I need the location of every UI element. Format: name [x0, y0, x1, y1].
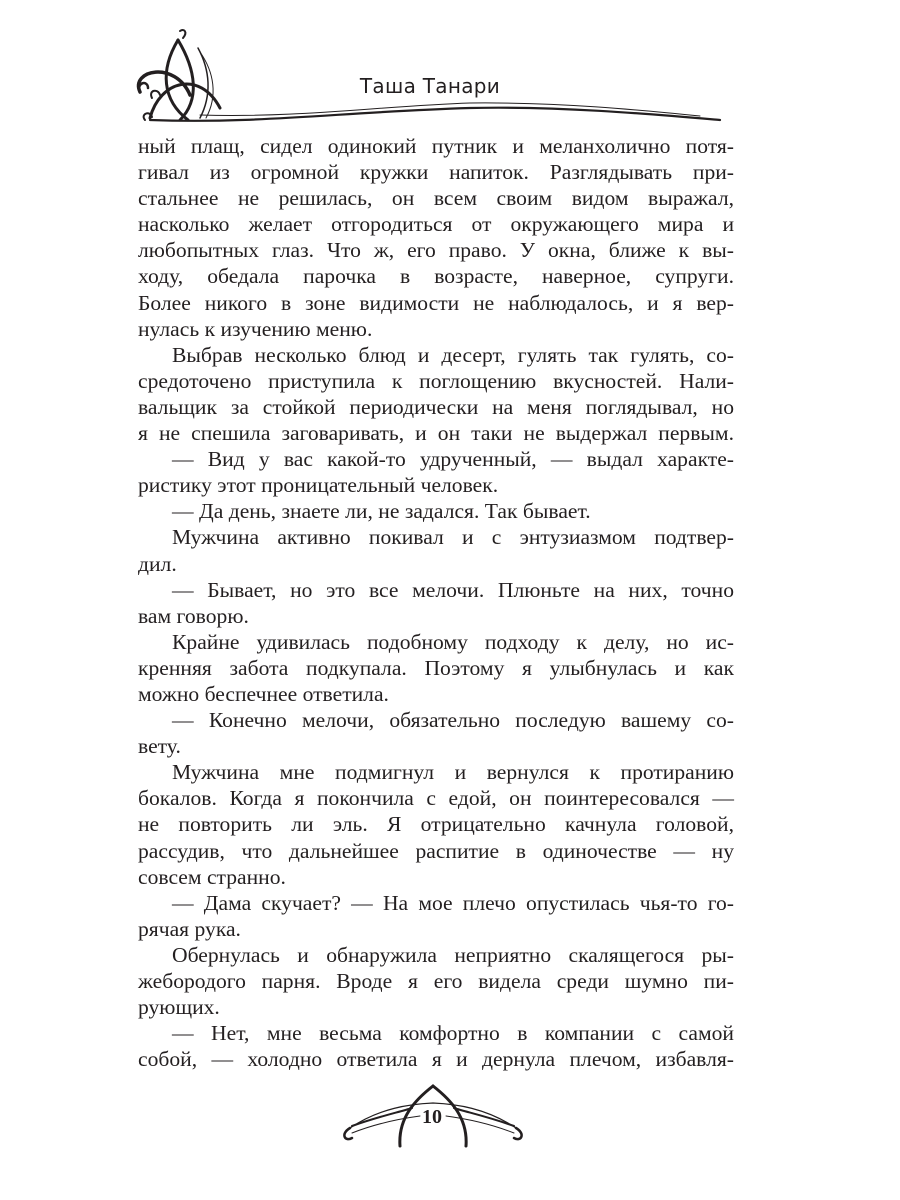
text-line: рячая рука.: [138, 916, 241, 941]
text-line: гивал из огромной кружки напиток. Разглядывать при-: [138, 160, 734, 185]
text-line: средоточено приступила к поглощению вкусностей. Нали-: [138, 368, 734, 393]
text-line: любопытных глаз. Что ж, его право. У окна, ближе к вы-: [138, 238, 734, 263]
body-text: [138, 133, 734, 1072]
text-line: ходу, обедала парочка в возрасте, наверное, супруги.: [138, 264, 734, 289]
text-line: Обернулась и обнаружила неприятно скалящегося ры-: [172, 942, 734, 967]
text-line: ристику этот проницательный человек.: [138, 473, 499, 498]
text-line: вету.: [138, 734, 181, 759]
text-line: ный плащ, сидел одинокий путник и меланхолично потя-: [138, 134, 734, 158]
page-footer: [0, 1078, 900, 1158]
flourish-ornament-icon: [0, 0, 900, 135]
text-line: Более никого в зоне видимости не наблюдалось, и я вер-: [138, 290, 734, 315]
text-line: — Да день, знаете ли, не задался. Так бывает.: [172, 499, 591, 524]
text-line: кренняя забота подкупала. Поэтому я улыбнулась и как: [138, 655, 734, 680]
text-line: стальнее не решилась, он всем своим видом выражал,: [138, 186, 734, 211]
text-line: — Вид у вас какой-то удрученный, — выдал характе-: [172, 447, 734, 472]
text-line: — Нет, мне весьма комфортно в компании с самой: [172, 1021, 734, 1046]
text-line: дил.: [138, 551, 177, 576]
author-running-title: Таша Танари: [359, 74, 501, 98]
text-line: собой, — холодно ответила я и дернула плечом, избавля-: [138, 1047, 734, 1072]
text-line: Мужчина активно покивал и с энтузиазмом подтвер-: [172, 525, 734, 550]
text-line: — Бывает, но это все мелочи. Плюньте на них, точно: [172, 577, 734, 602]
page-number: 10: [422, 1106, 442, 1128]
text-line: рующих.: [138, 995, 220, 1020]
text-line: Выбрав несколько блюд и десерт, гулять так гулять, со-: [172, 342, 734, 367]
text-line: не повторить ли эль. Я отрицательно качнула головой,: [138, 812, 734, 837]
text-line: вам говорю.: [138, 603, 249, 628]
text-line: Мужчина мне подмигнул и вернулся к протиранию: [172, 760, 734, 785]
text-line: Крайне удивилась подобному подходу к делу, но ис-: [172, 629, 734, 654]
text-line: жебородого парня. Вроде я его видела среди шумно пи-: [138, 969, 734, 993]
text-line: можно беспечнее ответила.: [138, 681, 389, 706]
text-line: бокалов. Когда я покончила с едой, он поинтересовался —: [138, 786, 734, 811]
text-line: я не спешила заговаривать, и он таки не выдержал первым.: [138, 421, 734, 446]
text-line: — Конечно мелочи, обязательно последую вашему со-: [172, 708, 734, 733]
text-line: насколько желает отгородиться от окружающего мира и: [138, 212, 734, 237]
text-line: — Дама скучает? — На мое плечо опустилась чья-то го-: [172, 890, 734, 915]
text-line: совсем странно.: [138, 864, 286, 889]
text-line: рассудив, что дальнейшее распитие в одиночестве — ну: [138, 838, 734, 863]
text-line: нулась к изучению меню.: [138, 316, 373, 341]
page-header: [0, 0, 900, 135]
text-line: вальщик за стойкой периодически на меня поглядывал, но: [138, 394, 734, 419]
